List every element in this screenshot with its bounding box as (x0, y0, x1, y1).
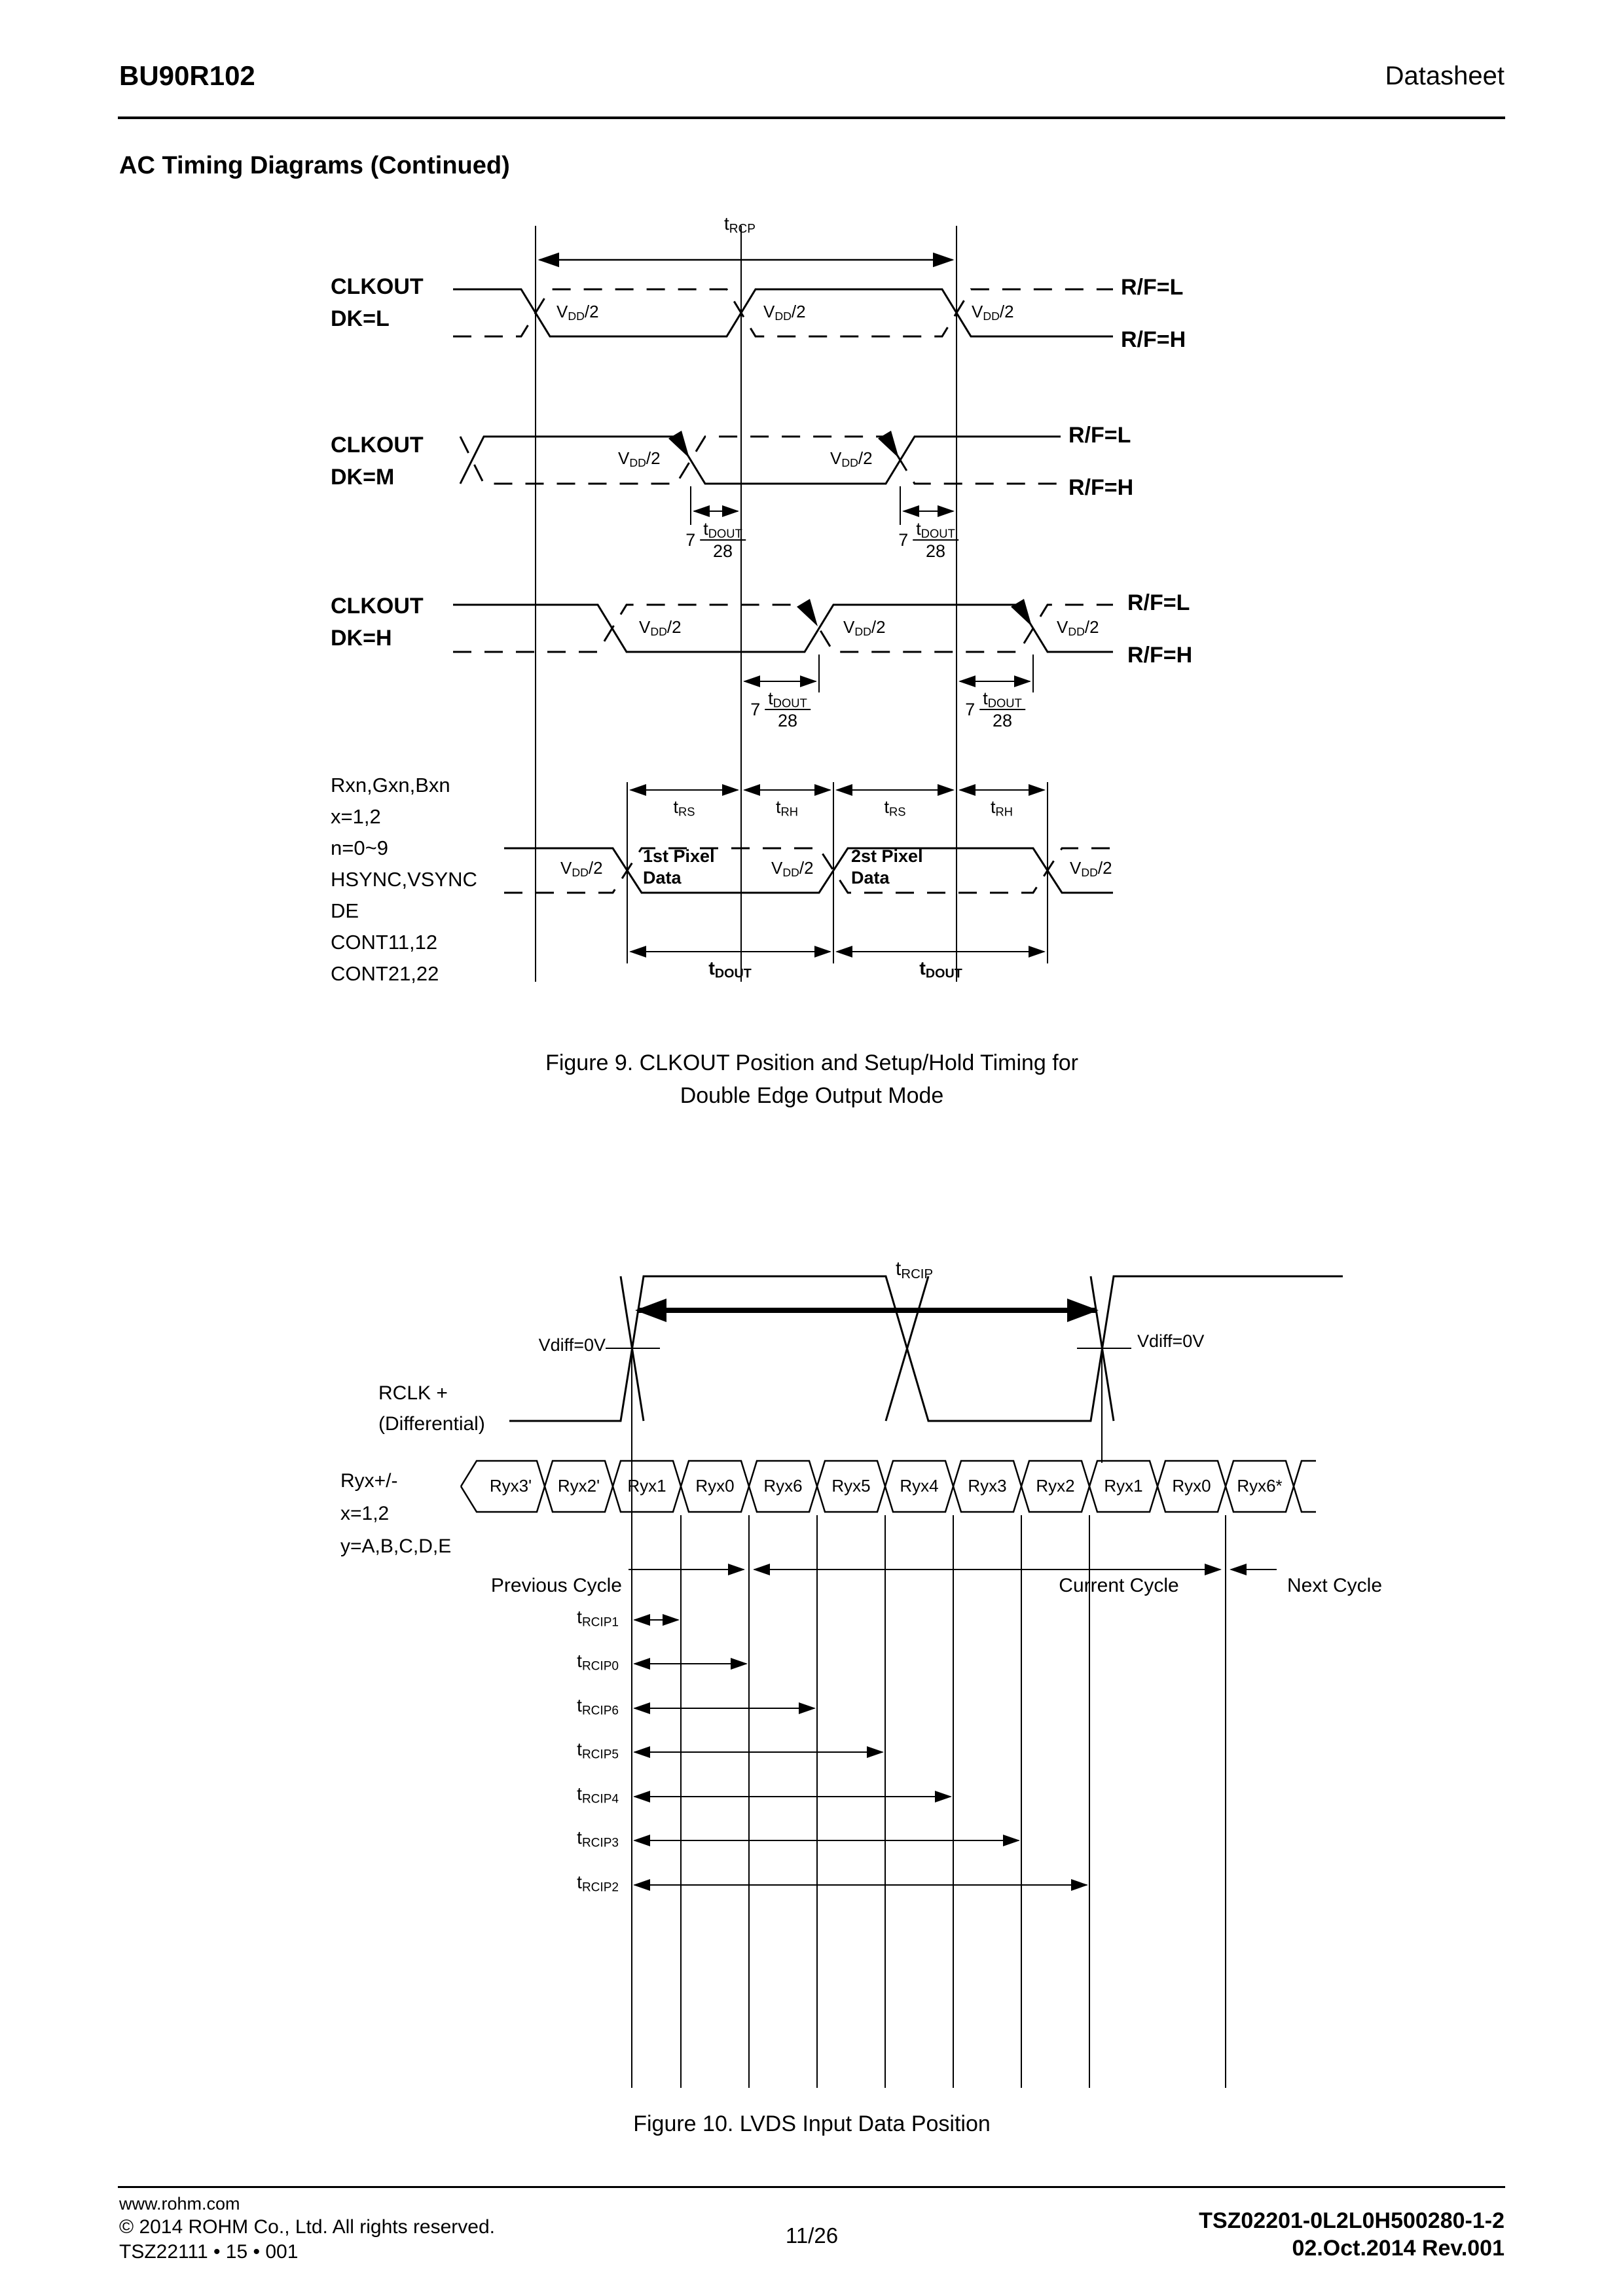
vdd-half-label: $V_{DD}/2$ (830, 448, 873, 470)
trcip-bit-arrows (634, 1620, 1087, 1885)
vdd-half-label: $V_{DD}/2$ (1057, 617, 1099, 639)
bus-cell-label: Ryx6 (763, 1476, 803, 1496)
clkout-dkm-waveform (460, 431, 1061, 484)
rf-l-label-row2: R/F=L (1068, 423, 1131, 448)
bus-cell-label: Ryx6* (1237, 1476, 1283, 1496)
current-cycle-label: Current Cycle (1059, 1575, 1179, 1596)
trcip6-label: $t_{RCIP6}$ (577, 1695, 619, 1718)
tdout-label: $t_{DOUT}$ (919, 958, 962, 981)
pixel2-label: 2st Pixel Data (851, 846, 923, 888)
page-number: 11/26 (785, 2223, 839, 2248)
edge-arrowhead (668, 431, 689, 458)
vdiff-left-label: Vdiff=0V (538, 1335, 606, 1355)
rf-l-label-row1: R/F=L (1121, 275, 1184, 300)
vdd-half-label: $V_{DD}/2$ (639, 617, 682, 639)
bus-cell-label: Ryx3' (489, 1476, 532, 1496)
trcip5-label: $t_{RCIP5}$ (577, 1739, 619, 1762)
part-number: BU90R102 (119, 60, 255, 91)
clkout-dkh-waveform (453, 599, 1113, 652)
clkout-dkl-label: CLKOUT DK=L (331, 274, 424, 332)
trh-label: $t_{RH}$ (775, 797, 799, 819)
ryx-bus-label: Ryx+/- x=1,2 y=A,B,C,D,E (340, 1470, 452, 1557)
footer-copyright: © 2014 ROHM Co., Ltd. All rights reserved. (119, 2216, 495, 2238)
data-signal-names: Rxn,Gxn,Bxn x=1,2 n=0~9 HSYNC,VSYNC DE CONT11,12 CONT21,22 (331, 774, 477, 985)
bus-cell-label: Ryx2' (557, 1476, 600, 1496)
rf-h-label-row2: R/F=H (1068, 475, 1134, 500)
vdd-half-label: $V_{DD}/2$ (771, 858, 814, 880)
pixel1-label: 1st Pixel Data (643, 846, 715, 888)
bus-cell-label: Ryx1 (1104, 1476, 1143, 1496)
trcip4-label: $t_{RCIP4}$ (577, 1784, 619, 1806)
doc-type: Datasheet (1385, 62, 1504, 90)
rf-h-label-row1: R/F=H (1121, 327, 1186, 352)
footer-doc-code-right: TSZ02201-0L2L0H500280-1-2 (1199, 2208, 1504, 2233)
trh-label: $t_{RH}$ (990, 797, 1013, 819)
bus-cell-label: Ryx4 (900, 1476, 939, 1496)
tdout-label: $t_{DOUT}$ (708, 958, 752, 981)
trcip3-label: $t_{RCIP3}$ (577, 1827, 619, 1850)
rf-h-label-row3: R/F=H (1127, 643, 1193, 668)
figure9-caption-line1: Figure 9. CLKOUT Position and Setup/Hold Timing for (545, 1050, 1078, 1075)
figure10-reference-lines (632, 1352, 1226, 2088)
header-rule (118, 117, 1505, 119)
figure10-caption: Figure 10. LVDS Input Data Position (633, 2111, 991, 2136)
footer-revision: 02.Oct.2014 Rev.001 (1292, 2236, 1504, 2261)
rclk-waveform (509, 1276, 1343, 1421)
bus-cell-label: Ryx2 (1036, 1476, 1075, 1496)
dkh-delay-fraction-1: 7 $\frac{t_{DOUT}}{28}$ (750, 689, 811, 730)
trcp-label: $t_{RCP}$ (724, 213, 756, 236)
bus-cell-label: Ryx3 (968, 1476, 1007, 1496)
trcip2-label: $t_{RCIP2}$ (577, 1872, 619, 1895)
footer-doc-code-left: TSZ22111 • 15 • 001 (119, 2241, 299, 2263)
clkout-dkh-label: CLKOUT DK=H (331, 594, 424, 651)
rf-l-label-row3: R/F=L (1127, 590, 1190, 615)
figure9-caption-line2: Double Edge Output Mode (680, 1083, 944, 1108)
figure10-diagram (461, 1276, 1343, 2088)
dkm-delay-fraction-1: 7 $\frac{t_{DOUT}}{28}$ (685, 519, 746, 561)
trs-label: $t_{RS}$ (673, 797, 695, 819)
section-title: AC Timing Diagrams (Continued) (119, 152, 510, 179)
clkout-dkm-label: CLKOUT DK=M (331, 433, 424, 490)
vdd-half-label: $V_{DD}/2$ (972, 302, 1014, 323)
next-cycle-label: Next Cycle (1287, 1575, 1383, 1596)
trcip-label: $t_{RCIP}$ (896, 1258, 934, 1282)
vdd-half-label: $V_{DD}/2$ (618, 448, 661, 470)
vdd-half-label: $V_{DD}/2$ (560, 858, 603, 880)
vdiff-right-label: Vdiff=0V (1137, 1331, 1205, 1351)
footer-url[interactable]: www.rohm.com (119, 2194, 240, 2214)
edge-arrowhead (797, 599, 818, 626)
dkh-delay-fraction-2: 7 $\frac{t_{DOUT}}{28}$ (965, 689, 1025, 730)
vdd-half-label: $V_{DD}/2$ (843, 617, 886, 639)
vdd-half-label: $V_{DD}/2$ (1070, 858, 1112, 880)
trcip0-label: $t_{RCIP0}$ (577, 1651, 619, 1674)
dkm-delay-fraction-2: 7 $\frac{t_{DOUT}}{28}$ (898, 519, 958, 561)
vdd-half-label: $V_{DD}/2$ (763, 302, 806, 323)
edge-arrowhead (1011, 599, 1032, 626)
bus-cell-label: Ryx0 (695, 1476, 735, 1496)
bus-cell-label: Ryx1 (627, 1476, 666, 1496)
footer-rule (118, 2186, 1505, 2188)
dkh-delay-measures (744, 655, 1033, 692)
edge-arrowhead (878, 431, 899, 458)
rclk-label: RCLK + (Differential) (378, 1382, 485, 1435)
trs-label: $t_{RS}$ (884, 797, 906, 819)
previous-cycle-label: Previous Cycle (490, 1575, 622, 1596)
trcip1-label: $t_{RCIP1}$ (577, 1607, 619, 1630)
bus-cell-label: Ryx5 (831, 1476, 871, 1496)
bus-cell-label: Ryx0 (1172, 1476, 1211, 1496)
vdd-half-label: $V_{DD}/2$ (556, 302, 599, 323)
